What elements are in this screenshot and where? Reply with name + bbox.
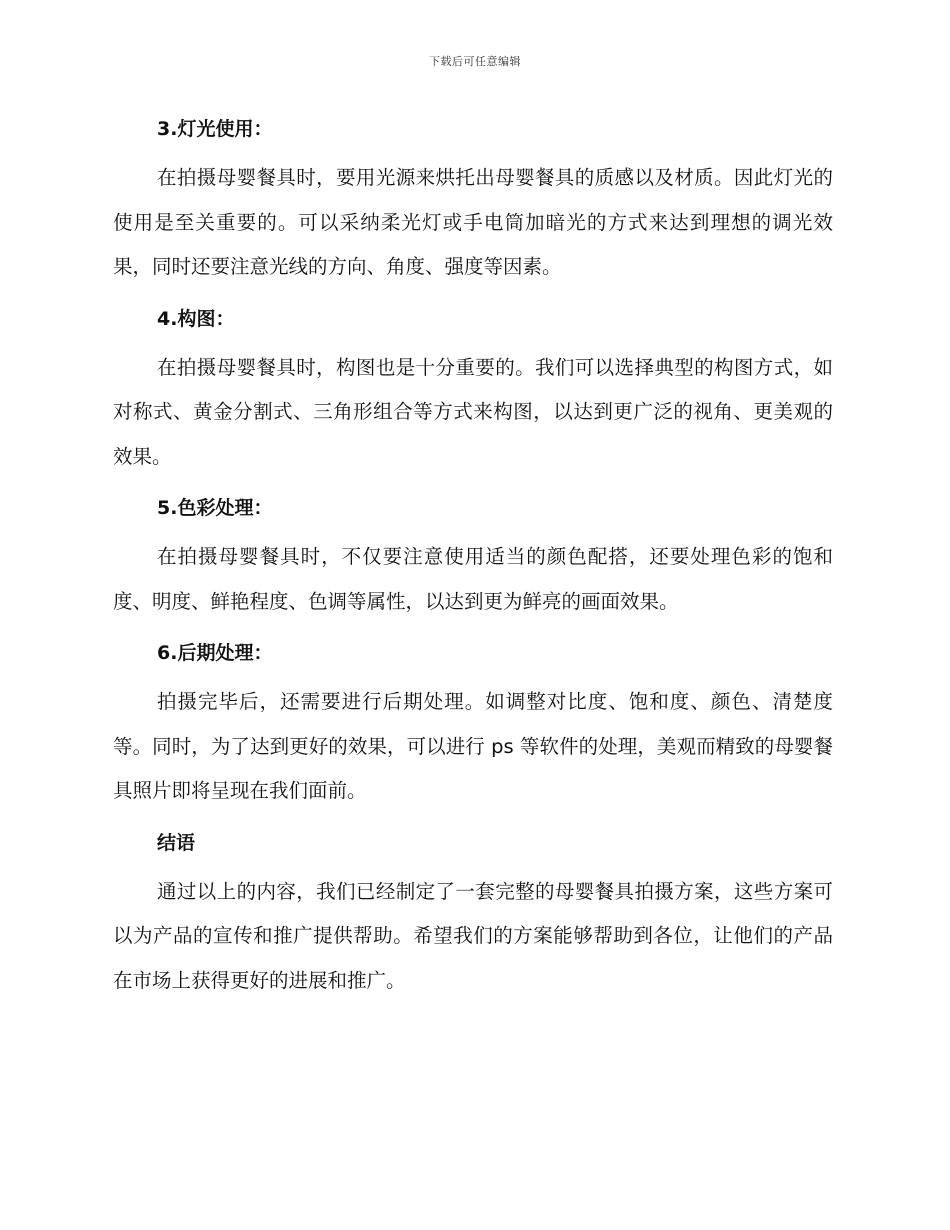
section-paragraph-composition: 在拍摄母婴餐具时，构图也是十分重要的。我们可以选择典型的构图方式，如对称式、黄金分割式、三角形组合等方式来构图，以达到更广泛的视角、更美观的效果。	[113, 355, 833, 468]
section-paragraph-conclusion: 通过以上的内容，我们已经制定了一套完整的母婴餐具拍摄方案，这些方案可以为产品的宣传和推广提供帮助。希望我们的方案能够帮助到各位，让他们的产品在市场上获得更好的进展和推广。	[113, 879, 833, 992]
section-heading-post-processing: 6.后期处理：	[157, 642, 273, 664]
section-heading-color: 5.色彩处理：	[157, 497, 273, 519]
section-heading-composition: 4.构图：	[157, 307, 235, 330]
section-paragraph-post-processing: 拍摄完毕后，还需要进行后期处理。如调整对比度、饱和度、颜色、清楚度等。同时，为了达到更好的效果，可以进行 ps 等软件的处理，美观而精致的母婴餐具照片即将呈现在我们面前。	[113, 690, 833, 802]
page-header: 下载后可任意编辑	[429, 55, 521, 68]
section-heading-conclusion: 结语	[157, 831, 196, 854]
section-paragraph-lighting: 在拍摄母婴餐具时，要用光源来烘托出母婴餐具的质感以及材质。因此灯光的使用是至关重要的。可以采纳柔光灯或手电筒加暗光的方式来达到理想的调光效果，同时还要注意光线的方向、角度、强度等因素。	[113, 166, 833, 278]
section-paragraph-color: 在拍摄母婴餐具时，不仅要注意使用适当的颜色配搭，还要处理色彩的饱和度、明度、鲜艳程度、色调等属性，以达到更为鲜亮的画面效果。	[113, 545, 833, 613]
section-heading-lighting: 3.灯光使用：	[157, 118, 273, 140]
document-body	[113, 112, 833, 1015]
